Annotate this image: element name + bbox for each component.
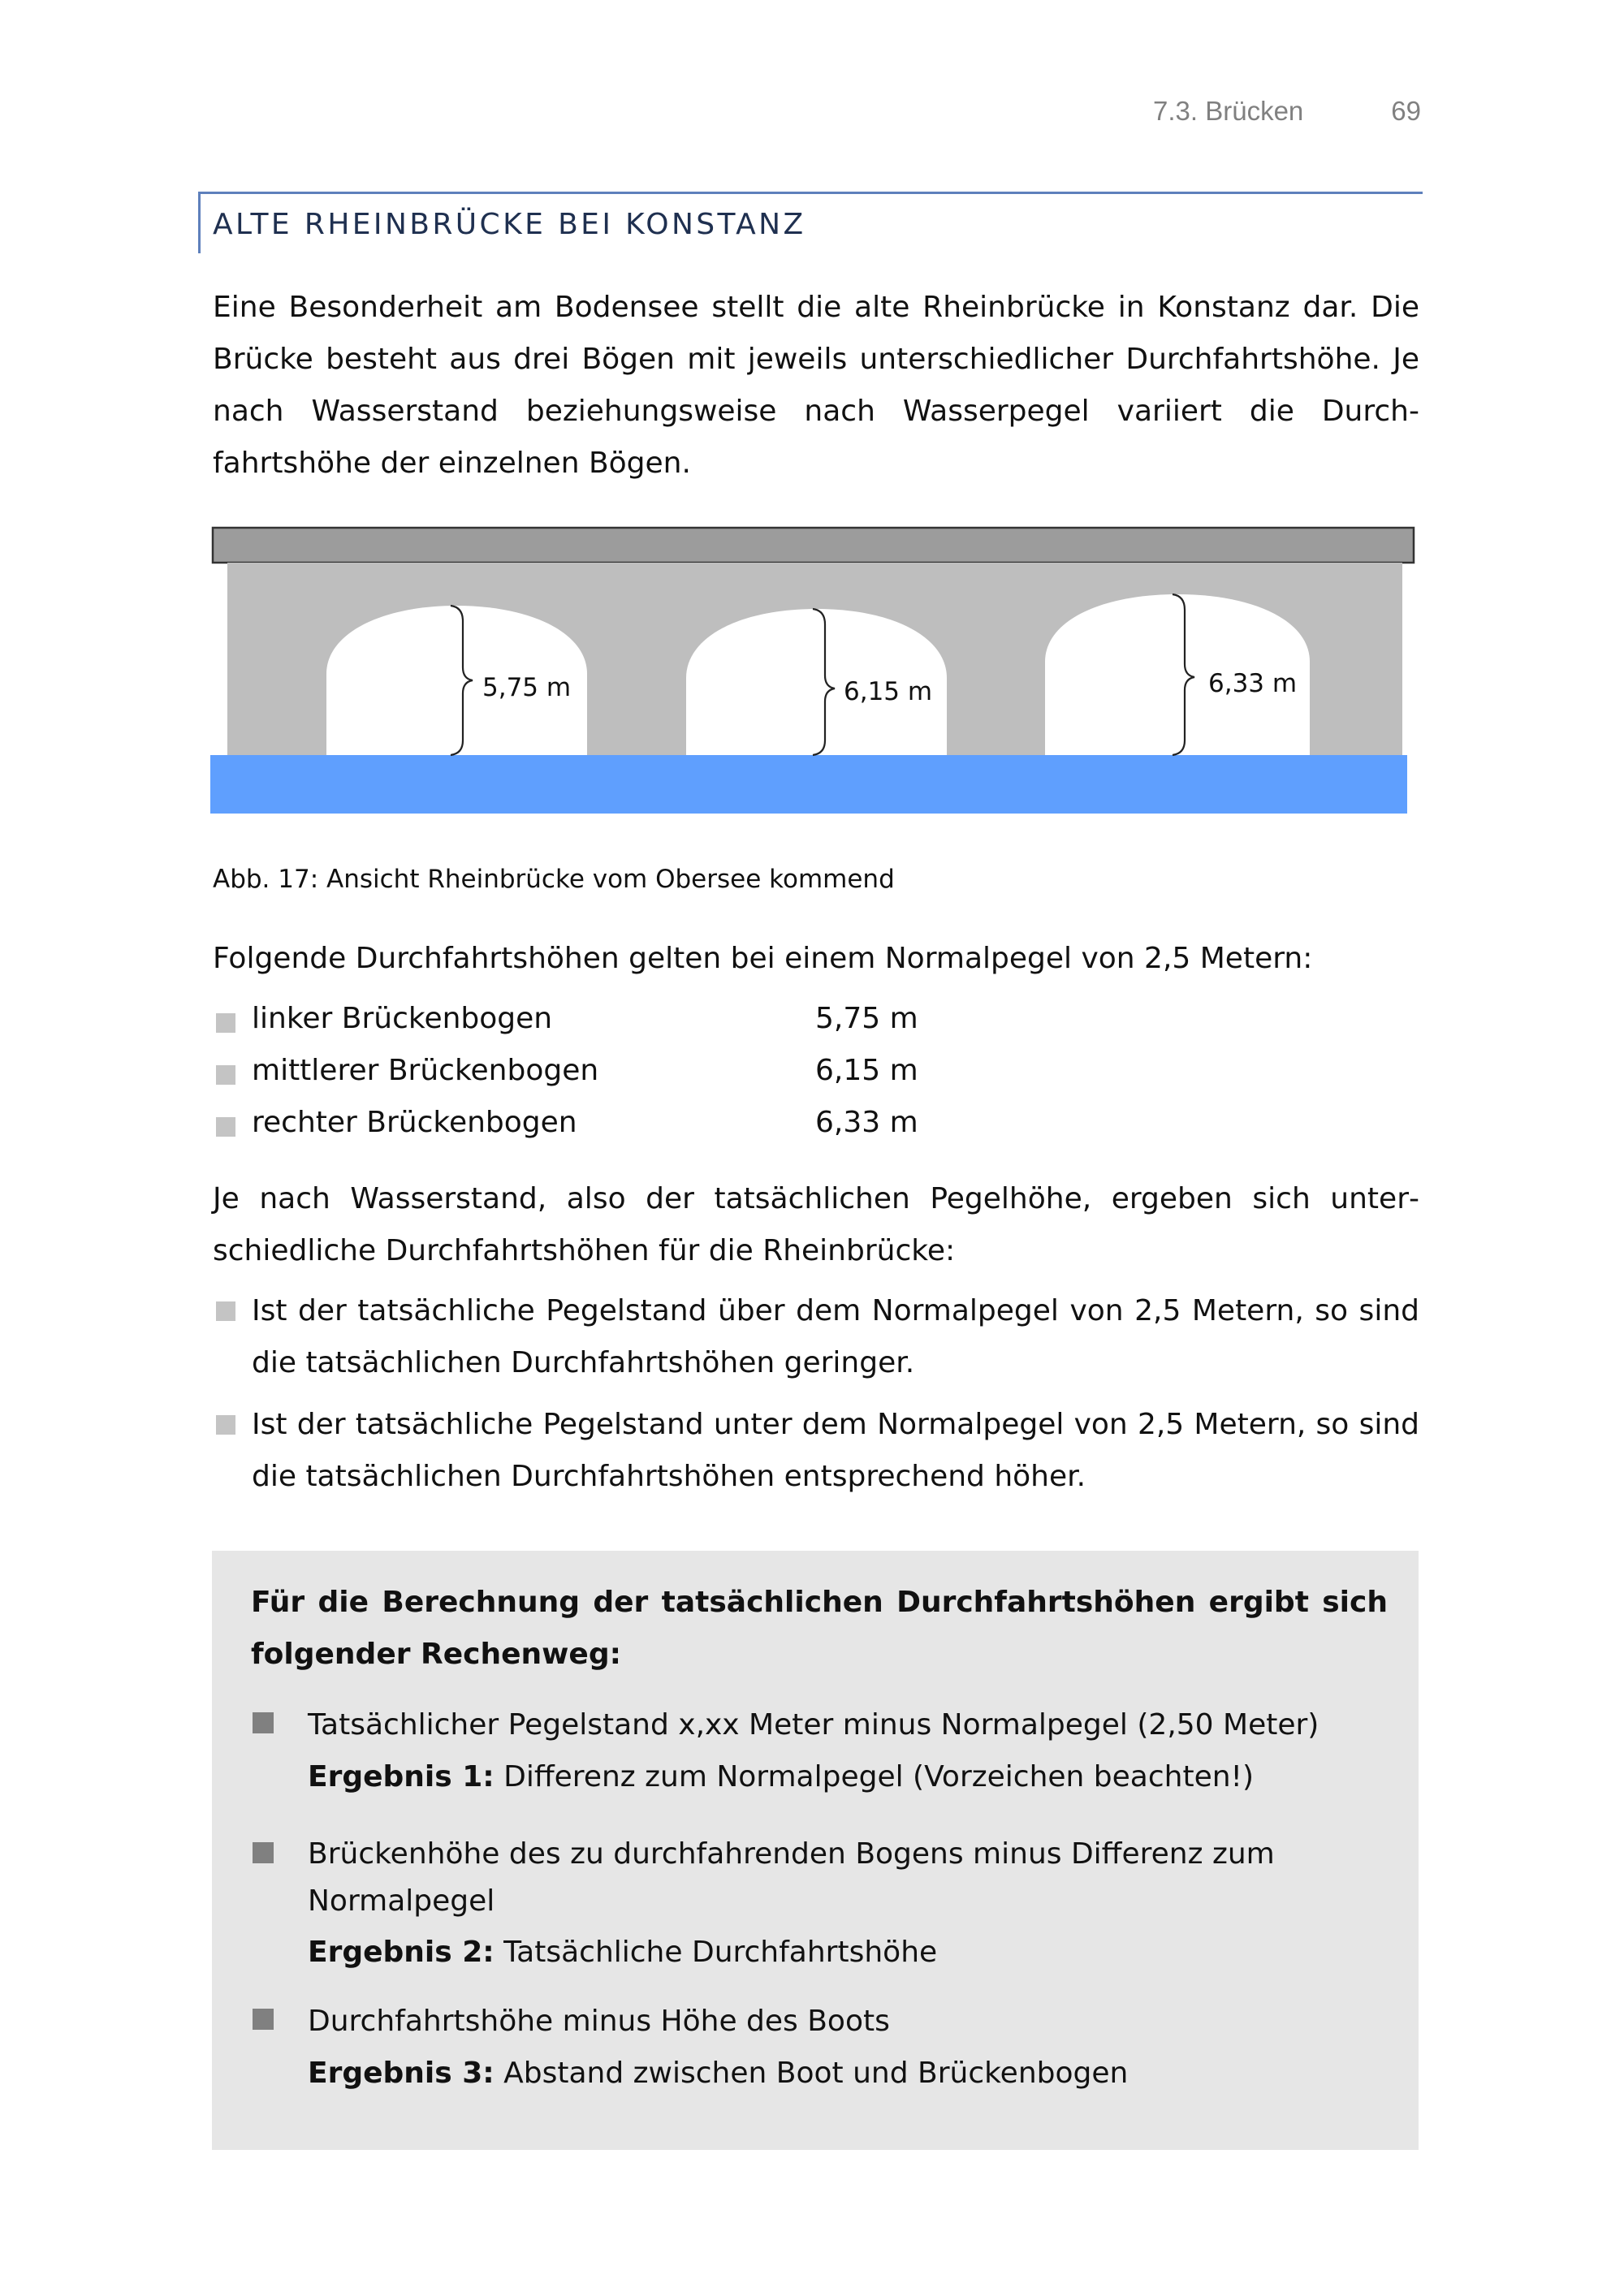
intro-paragraph-text: Eine Besonderheit am Bodensee stellt die alte Rheinbrücke in Konstanz dar. Die Brücke besteht aus drei Bögen mit jeweils unterschiedlicher Durchfahrtshöhe. Je nach Wasserstand beziehungsweise nach Wasserpegel variiert die Durch­fahrtshöhe der einzelnen Bögen.: [213, 282, 1419, 490]
step-result-label: Ergebnis 2:: [308, 1936, 495, 1969]
height-value: 6,33 m: [815, 1106, 918, 1139]
calculation-step-3: [251, 1997, 1388, 2101]
calculation-box: [212, 1551, 1419, 2150]
bullet-square-icon: [253, 1842, 274, 1863]
height-label: linker Brückenbogen: [252, 1002, 552, 1035]
water-bullet-text: Ist der tatsächliche Pegelstand unter dem Normalpegel von 2,5 Metern, so sind die tatsächlichen Durchfahrtshöhen entsprechend höher.: [252, 1408, 1419, 1493]
step-result-text: Differenz zum Normalpegel (Vorzeichen beachten!): [495, 1760, 1254, 1793]
calculation-step-2: [251, 1831, 1388, 1980]
water-paragraph-text: Je nach Wasserstand, also der tatsächlichen Pegelhöhe, ergeben sich unter­schiedliche Durchfahrtshöhen für die Rheinbrücke:: [213, 1173, 1419, 1277]
calculation-box-title: Für die Berechnung der tatsächlichen Durchfahrtshöhen ergibt sich fol­gender Rechenweg:: [251, 1577, 1388, 1681]
heading-rule-top: [198, 192, 1423, 194]
water-bullet-above: [213, 1285, 1419, 1389]
step-result: [308, 1925, 1388, 1980]
bullet-square-icon: [216, 1301, 235, 1321]
bullet-square-icon: [216, 1117, 235, 1137]
water-bullet-below: [213, 1399, 1419, 1503]
running-head-section: 7.3. Brücken: [1153, 96, 1303, 127]
height-row-middle: [213, 1049, 1106, 1101]
step-result-label: Ergebnis 1:: [308, 1760, 495, 1793]
bullet-square-icon: [216, 1065, 235, 1085]
bullet-square-icon: [216, 1415, 235, 1435]
water: [210, 755, 1407, 814]
step-result: [308, 1750, 1388, 1805]
water-paragraph: [213, 1173, 1419, 1277]
running-head: [1153, 96, 1421, 128]
bullet-square-icon: [253, 2009, 274, 2030]
step-result-label: Ergebnis 3:: [308, 2057, 495, 2090]
step-text: Tatsächlicher Pegelstand x,xx Meter minus Normalpegel (2,50 Meter): [308, 1701, 1388, 1750]
height-label: rechter Brückenbogen: [252, 1106, 577, 1139]
heights-intro: Folgende Durchfahrtshöhen gelten bei einem Normalpegel von 2,5 Metern:: [213, 942, 1312, 975]
bridge-deck: [213, 528, 1414, 563]
bullet-square-icon: [216, 1013, 235, 1033]
step-result: [308, 2046, 1388, 2101]
arch-label-left: 5,75 m: [482, 673, 571, 702]
page-number: 69: [1391, 96, 1421, 127]
water-bullets: [213, 1285, 1419, 1513]
bullet-square-icon: [253, 1712, 274, 1733]
section-title: ALTE RHEINBRÜCKE BEI KONSTANZ: [213, 208, 806, 241]
intro-paragraph: [213, 282, 1419, 490]
height-row-right: [213, 1101, 1106, 1153]
step-result-text: Abstand zwischen Boot und Brückenbogen: [495, 2057, 1129, 2090]
height-label: mittlerer Brückenbogen: [252, 1054, 598, 1087]
bridge-figure: [203, 520, 1429, 828]
height-value: 6,15 m: [815, 1054, 918, 1087]
arch-label-middle: 6,15 m: [844, 677, 932, 706]
water-bullet-text: Ist der tatsächliche Pegelstand über dem Normalpegel von 2,5 Metern, so sind die tatsächlichen Durchfahrtshöhen geringer.: [252, 1294, 1419, 1379]
height-row-left: [213, 997, 1106, 1049]
step-result-text: Tatsächliche Durchfahrtshöhe: [495, 1936, 937, 1969]
height-value: 5,75 m: [815, 1002, 918, 1035]
figure-caption: Abb. 17: Ansicht Rheinbrücke vom Obersee kommend: [213, 865, 895, 894]
calculation-step-1: [251, 1701, 1388, 1805]
step-text: Brückenhöhe des zu durchfahrenden Bogens minus Differenz zum Normalpegel: [308, 1831, 1315, 1925]
step-text: Durchfahrtshöhe minus Höhe des Boots: [308, 1997, 1388, 2046]
heading-rule-left: [198, 192, 201, 253]
heights-list: [213, 997, 1106, 1153]
arch-label-right: 6,33 m: [1208, 669, 1297, 698]
